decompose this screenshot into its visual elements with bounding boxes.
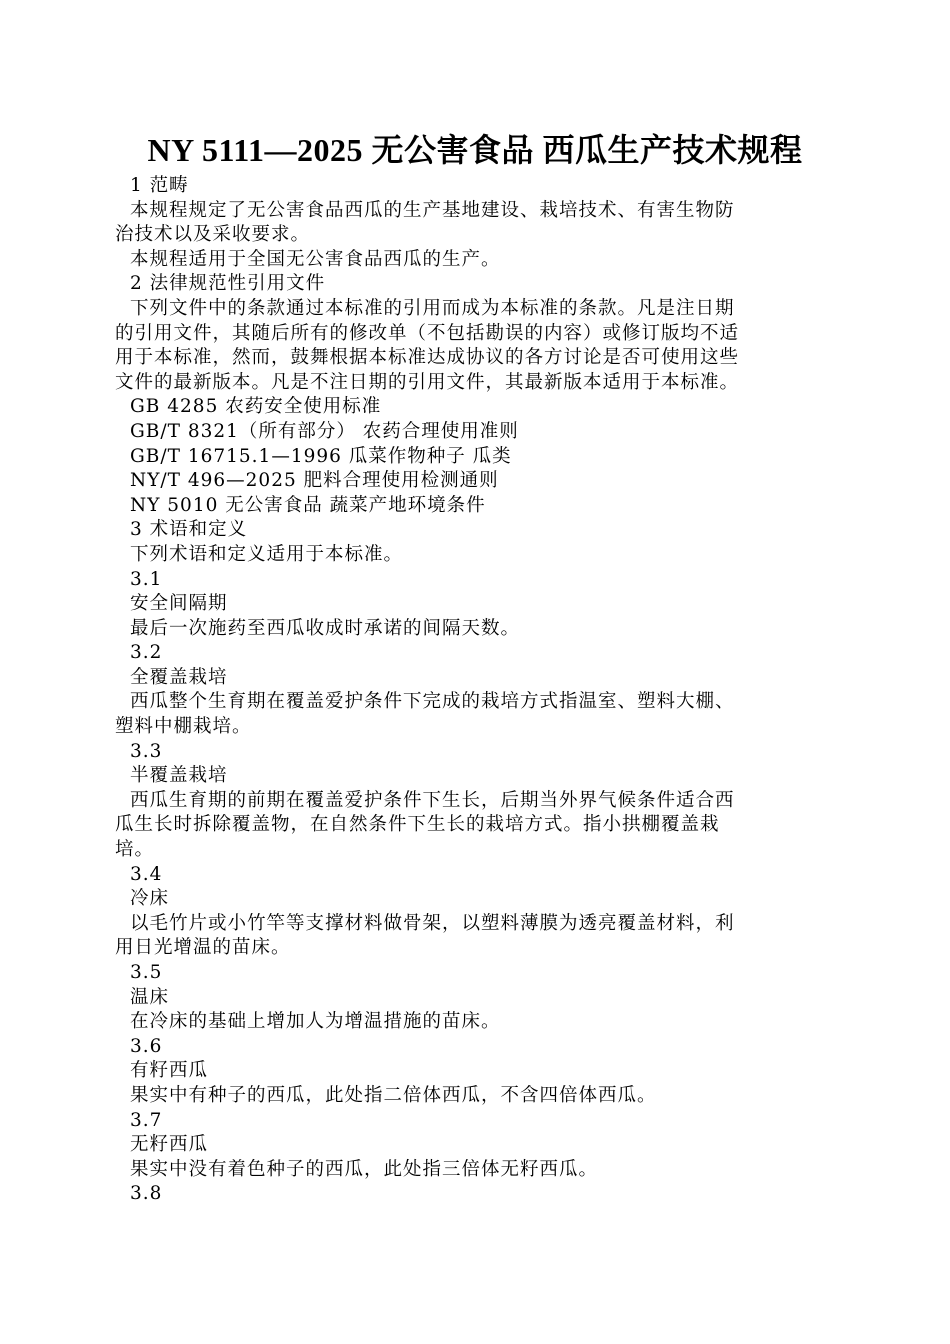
document-line: NY 5010 无公害食品 蔬菜产地环境条件	[130, 494, 486, 516]
document-line: 无籽西瓜	[130, 1134, 209, 1156]
document-line: 3.4	[130, 863, 163, 885]
document-line: 最后一次施药至西瓜收成时承诺的间隔天数。	[130, 617, 521, 639]
document-line: 以毛竹片或小竹竿等支撑材料做骨架，以塑料薄膜为透亮覆盖材料，利	[130, 912, 735, 934]
document-line: 塑料中棚栽培。	[115, 716, 252, 738]
document-line: 本规程适用于全国无公害食品西瓜的生产。	[130, 248, 501, 270]
document-line: 温床	[130, 986, 170, 1008]
document-line: 治技术以及采收要求。	[115, 224, 311, 246]
document-body	[115, 174, 835, 1207]
document-line: 果实中没有着色种子的西瓜，此处指三倍体无籽西瓜。	[130, 1158, 599, 1180]
document-line: 西瓜生育期的前期在覆盖爱护条件下生长，后期当外界气候条件适合西	[130, 789, 735, 811]
document-line: 3.3	[130, 740, 163, 762]
document-line: 有籽西瓜	[130, 1060, 209, 1082]
document-line: 文件的最新版本。凡是不注日期的引用文件，其最新版本适用于本标准。	[115, 371, 740, 393]
document-line: 3.1	[130, 568, 163, 590]
document-line: GB/T 16715.1—1996 瓜菜作物种子 瓜类	[130, 445, 512, 467]
document-line: 果实中有种子的西瓜，此处指二倍体西瓜，不含四倍体西瓜。	[130, 1084, 657, 1106]
document-line: 下列术语和定义适用于本标准。	[130, 543, 404, 565]
document-line: 西瓜整个生育期在覆盖爱护条件下完成的栽培方式指温室、塑料大棚、	[130, 691, 735, 713]
document-line: 用于本标准，然而，鼓舞根据本标准达成协议的各方讨论是否可使用这些	[115, 347, 740, 369]
document-line: 的引用文件，其随后所有的修改单（不包括勘误的内容）或修订版均不适	[115, 322, 740, 344]
document-line: 1 范畴	[130, 175, 189, 196]
document-line: 半覆盖栽培	[130, 765, 228, 787]
document-line: 3.5	[130, 962, 163, 983]
document-line: 3.7	[130, 1109, 163, 1131]
document-line: 3.2	[130, 642, 163, 664]
document-line: NY/T 496—2025 肥料合理使用检测通则	[130, 470, 499, 492]
document-line: 本规程规定了无公害食品西瓜的生产基地建设、栽培技术、有害生物防	[130, 199, 735, 221]
document-line: 用日光增温的苗床。	[115, 937, 291, 959]
document-line: 全覆盖栽培	[130, 666, 228, 688]
document-line: 下列文件中的条款通过本标准的引用而成为本标准的条款。凡是注日期	[130, 297, 735, 319]
document-line: 3 术语和定义	[130, 519, 248, 541]
document-line: 冷床	[130, 888, 170, 910]
document-line: GB 4285 农药安全使用标准	[130, 396, 382, 418]
document-line: 3.8	[130, 1183, 163, 1205]
document-line: GB/T 8321（所有部分） 农药合理使用准则	[130, 420, 519, 442]
document-line: 培。	[115, 839, 155, 861]
document-line: 2 法律规范性引用文件	[130, 273, 326, 295]
document-line: 3.6	[130, 1035, 163, 1057]
document-line: 在冷床的基础上增加人为增温措施的苗床。	[130, 1011, 501, 1033]
document-line: 瓜生长时拆除覆盖物，在自然条件下生长的栽培方式。指小拱棚覆盖栽	[115, 814, 720, 836]
document-line: 安全间隔期	[130, 593, 228, 615]
document-title: NY 5111—2025 无公害食品 西瓜生产技术规程	[147, 132, 803, 168]
